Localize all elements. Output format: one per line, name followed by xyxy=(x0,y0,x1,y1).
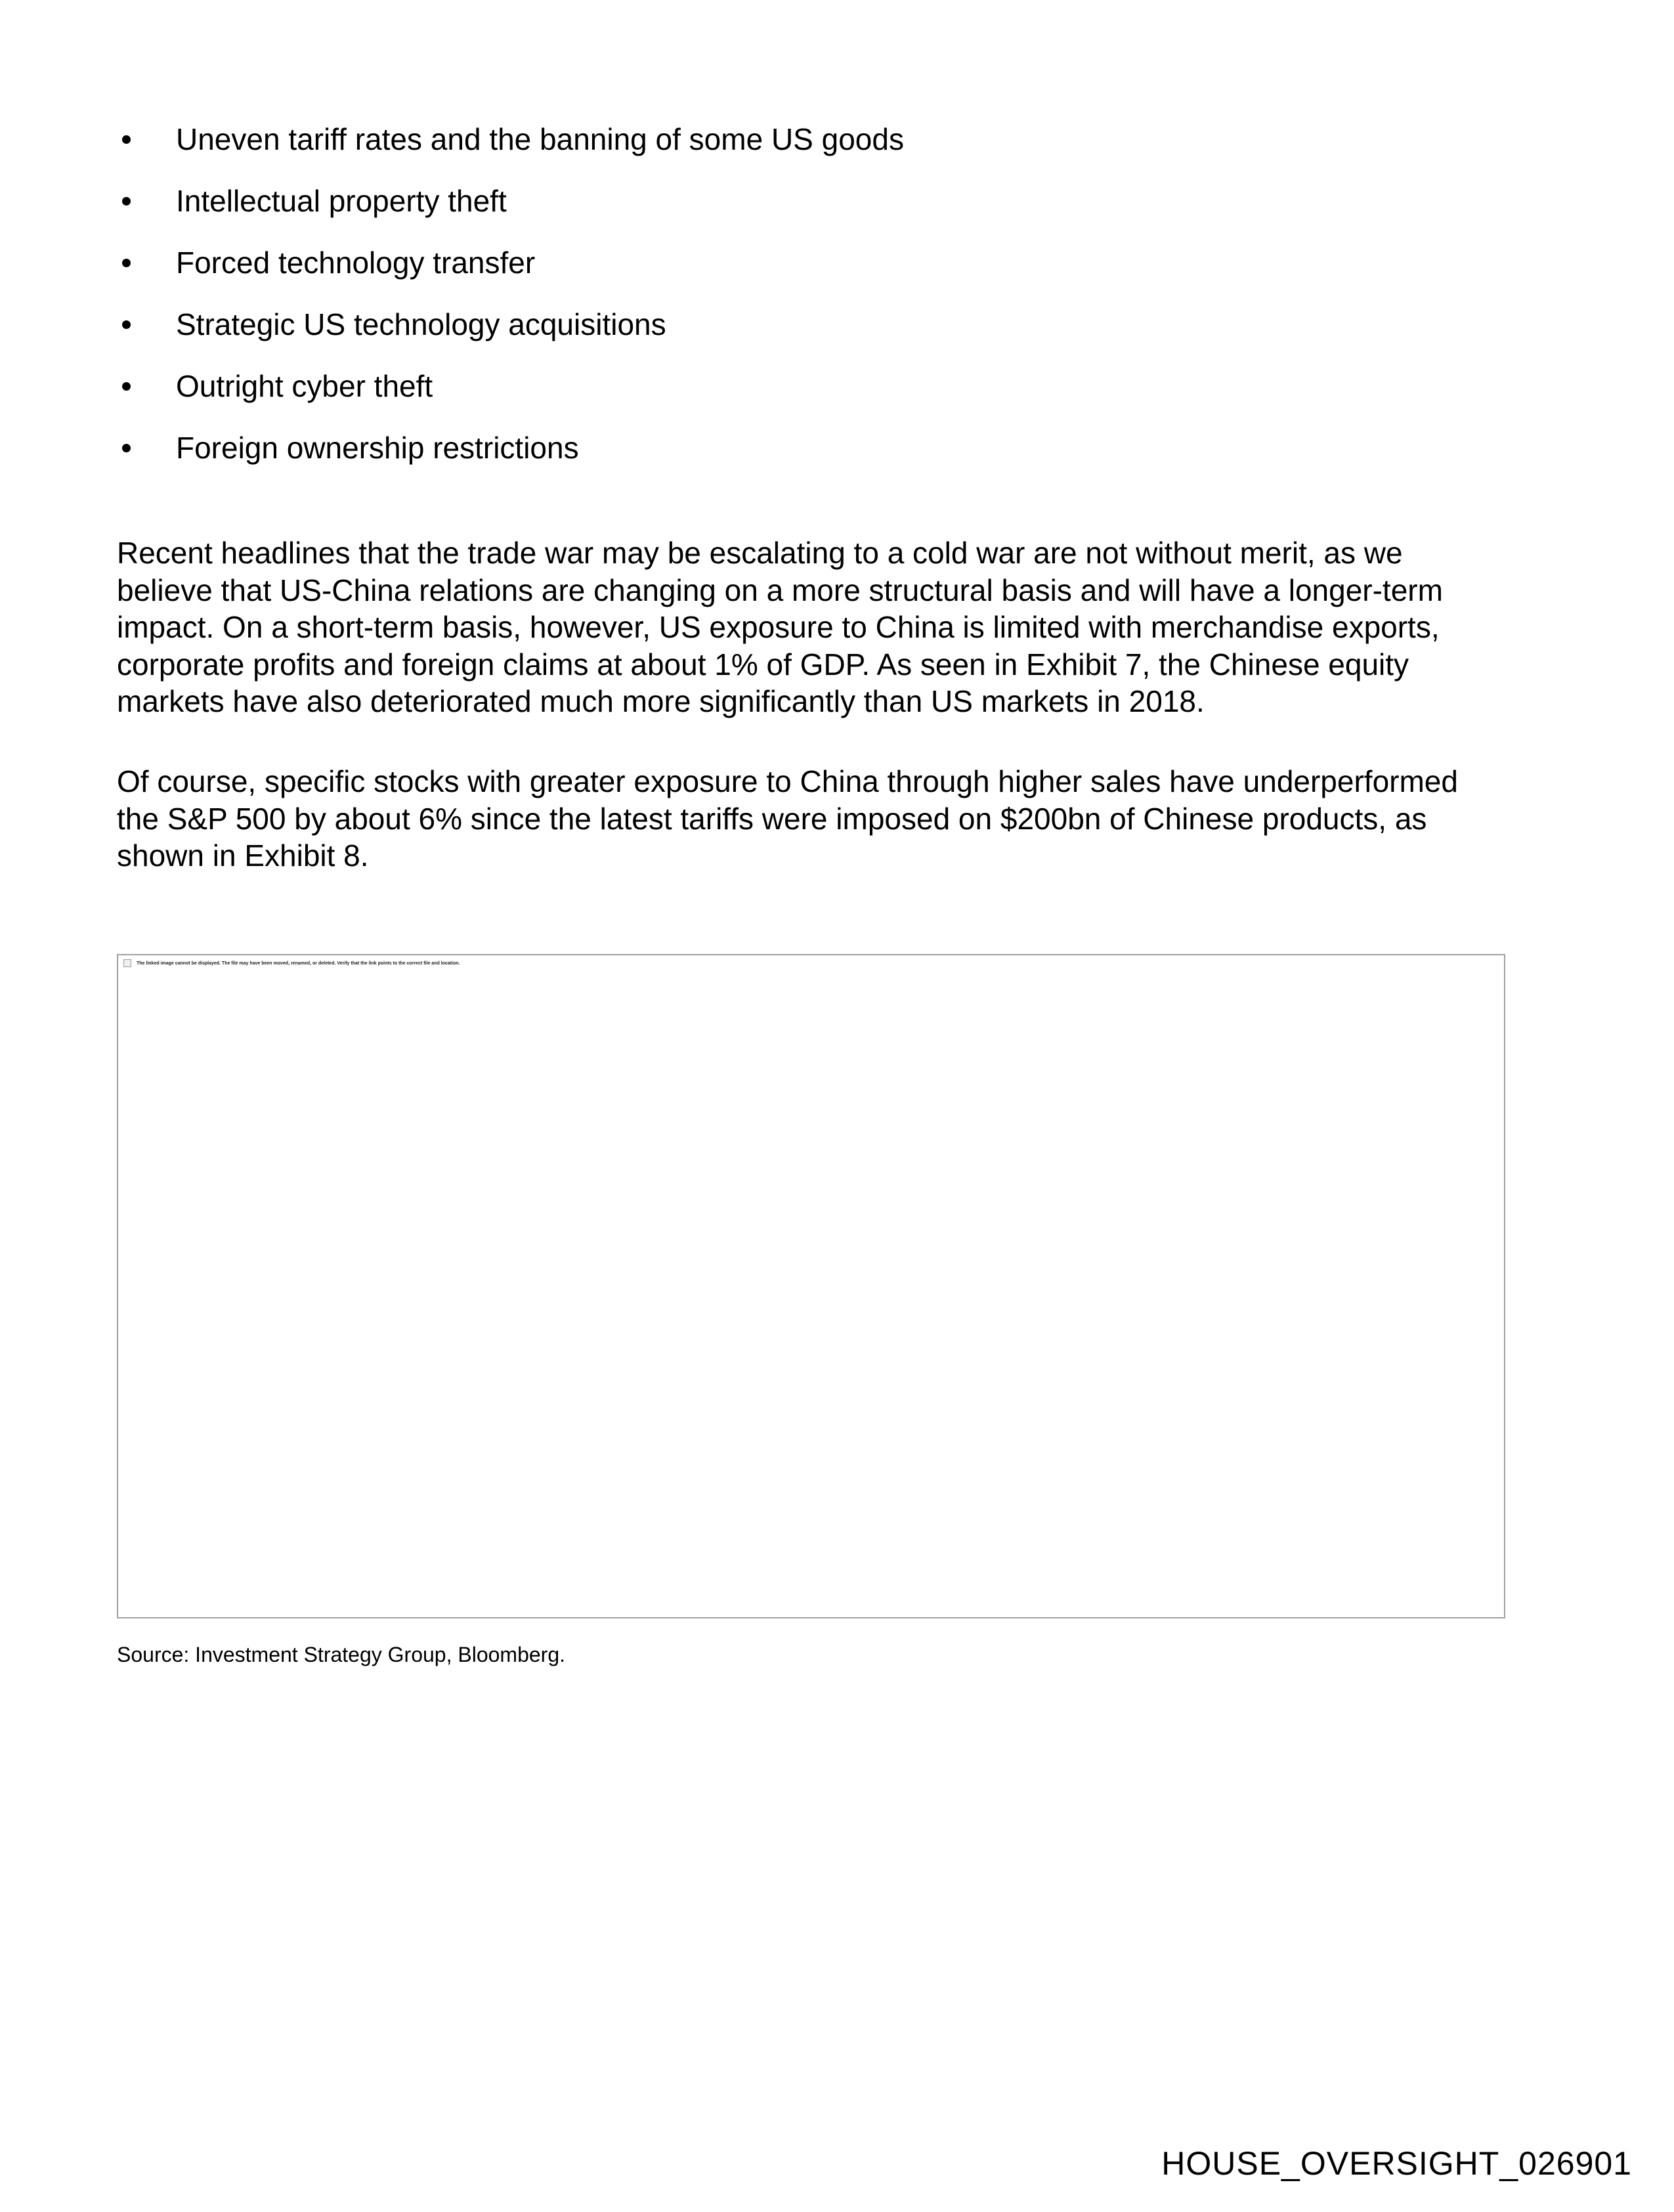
bullet-item xyxy=(119,242,904,303)
bullet-icon xyxy=(122,320,131,329)
bullet-icon xyxy=(122,197,131,206)
bullet-text: Foreign ownership restrictions xyxy=(176,431,579,465)
broken-image-text: The linked image cannot be displayed. The file may have been moved, renamed, or deleted. Verify that the link points to the correct file and location. xyxy=(137,961,460,966)
document-id-footer: HOUSE_OVERSIGHT_026901 xyxy=(1161,2145,1632,2182)
paragraph-china-exposure xyxy=(117,763,1458,875)
broken-image-notice xyxy=(123,959,460,967)
bullet-icon xyxy=(122,382,131,391)
paragraph-line: the S&P 500 by about 6% since the latest tariffs were imposed on $200bn of Chinese products, as xyxy=(117,801,1427,836)
bullet-text: Strategic US technology acquisitions xyxy=(176,307,666,341)
bullet-item xyxy=(119,427,904,488)
paragraph-line: corporate profits and foreign claims at about 1% of GDP. As seen in Exhibit 7, the Chinese equity xyxy=(117,647,1409,682)
broken-image-frame xyxy=(117,954,1505,1618)
bullet-item xyxy=(119,303,904,365)
paragraph-trade-war xyxy=(117,534,1443,720)
paragraph-line: Of course, specific stocks with greater exposure to China through higher sales have underperformed xyxy=(117,764,1458,798)
bullet-text: Outright cyber theft xyxy=(176,369,433,403)
source-caption: Source: Investment Strategy Group, Bloomberg. xyxy=(117,1643,565,1666)
bullet-text: Uneven tariff rates and the banning of some US goods xyxy=(176,122,904,156)
bullet-icon xyxy=(122,444,131,452)
paragraph-line: impact. On a short-term basis, however, US exposure to China is limited with merchandise exports, xyxy=(117,610,1440,644)
bullet-list xyxy=(119,118,904,488)
paragraph-line: markets have also deteriorated much more significantly than US markets in 2018. xyxy=(117,684,1205,718)
bullet-item xyxy=(119,118,904,180)
paragraph-line: believe that US-China relations are changing on a more structural basis and will have a longer-term xyxy=(117,573,1443,607)
broken-image-icon xyxy=(123,959,131,967)
bullet-text: Intellectual property theft xyxy=(176,184,507,218)
paragraph-line: Recent headlines that the trade war may be escalating to a cold war are not without merit, as we xyxy=(117,536,1403,570)
bullet-icon xyxy=(122,135,131,144)
bullet-item xyxy=(119,180,904,242)
bullet-item xyxy=(119,365,904,427)
bullet-icon xyxy=(122,259,131,267)
bullet-text: Forced technology transfer xyxy=(176,246,536,280)
paragraph-line: shown in Exhibit 8. xyxy=(117,838,369,873)
